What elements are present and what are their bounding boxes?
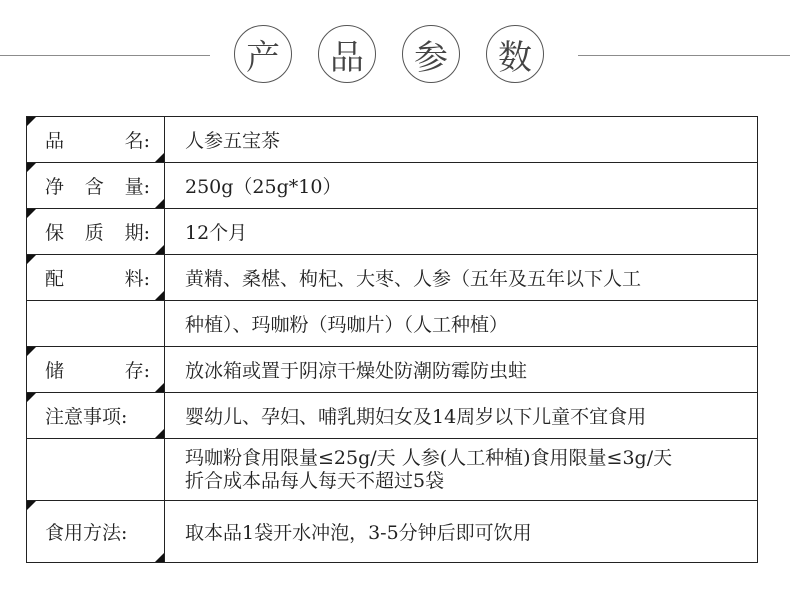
table-row — [27, 501, 758, 563]
corner-triangle-icon — [27, 501, 36, 510]
value-line: 折合成本品每人每天不超过5袋 — [185, 469, 445, 492]
row-value-multiline — [165, 439, 758, 501]
header-char-circle: 品 — [318, 25, 376, 83]
label-text: 含 — [84, 176, 104, 198]
row-label — [27, 218, 164, 245]
table-row — [27, 439, 758, 501]
label-text: 期: — [124, 222, 150, 244]
row-label-cell — [27, 255, 165, 301]
row-label-cell — [27, 117, 165, 163]
label-text: 配 — [45, 268, 65, 290]
row-label — [27, 518, 164, 545]
row-label-cell — [27, 209, 165, 255]
table-row — [27, 209, 758, 255]
row-value: 人参五宝茶 — [165, 117, 758, 163]
corner-triangle-icon — [27, 347, 36, 356]
header-char-circle: 数 — [486, 25, 544, 83]
row-value: 婴幼儿、孕妇、哺乳期妇女及14周岁以下儿童不宜食用 — [165, 393, 758, 439]
header-char-circle: 产 — [234, 25, 292, 83]
corner-triangle-icon — [27, 393, 36, 402]
section-header — [0, 18, 790, 92]
row-value: 放冰箱或置于阴凉干燥处防潮防霉防虫蛀 — [165, 347, 758, 393]
corner-triangle-icon — [155, 245, 164, 254]
label-text: 存: — [124, 360, 150, 382]
label-text: 注意事项: — [45, 406, 128, 428]
row-value: 取本品1袋开水冲泡，3-5分钟后即可饮用 — [165, 501, 758, 563]
corner-triangle-icon — [155, 429, 164, 438]
row-label — [27, 356, 164, 383]
corner-triangle-icon — [155, 153, 164, 162]
row-value: 种植）、玛咖粉（玛咖片）（人工种植） — [165, 301, 758, 347]
row-label-cell — [27, 347, 165, 393]
row-label-cell — [27, 501, 165, 563]
label-text: 品 — [45, 130, 65, 152]
label-text: 名: — [124, 130, 150, 152]
label-text: 量: — [124, 176, 150, 198]
row-label — [27, 172, 164, 199]
row-value: 250g（25g*10） — [165, 163, 758, 209]
label-text: 料: — [124, 268, 150, 290]
corner-triangle-icon — [27, 117, 36, 126]
row-label-cell — [27, 393, 165, 439]
row-value: 12个月 — [165, 209, 758, 255]
row-label — [27, 264, 164, 291]
header-char-circle: 参 — [402, 25, 460, 83]
corner-triangle-icon — [155, 553, 164, 562]
row-label — [27, 402, 164, 429]
label-text: 净 — [45, 176, 65, 198]
corner-triangle-icon — [155, 199, 164, 208]
label-text: 食用方法: — [45, 522, 128, 544]
corner-triangle-icon — [27, 163, 36, 172]
label-text: 保 — [45, 222, 65, 244]
table-row — [27, 347, 758, 393]
table-row — [27, 117, 758, 163]
table-row — [27, 301, 758, 347]
table-row — [27, 393, 758, 439]
value-line: 玛咖粉食用限量≤25g/天 人参(人工种植)食用限量≤3g/天 — [185, 446, 673, 469]
row-value: 黄精、桑椹、枸杞、大枣、人参（五年及五年以下人工 — [165, 255, 758, 301]
row-label-cell-empty — [27, 439, 165, 501]
row-label-cell-empty — [27, 301, 165, 347]
header-rule-right — [578, 55, 790, 56]
row-label — [27, 126, 164, 153]
header-rule-left — [0, 55, 210, 56]
table-row — [27, 163, 758, 209]
corner-triangle-icon — [27, 255, 36, 264]
corner-triangle-icon — [27, 209, 36, 218]
corner-triangle-icon — [155, 383, 164, 392]
table-row — [27, 255, 758, 301]
label-text: 质 — [84, 222, 104, 244]
corner-triangle-icon — [155, 291, 164, 300]
product-params-table — [26, 116, 758, 563]
label-text: 储 — [45, 360, 65, 382]
row-label-cell — [27, 163, 165, 209]
